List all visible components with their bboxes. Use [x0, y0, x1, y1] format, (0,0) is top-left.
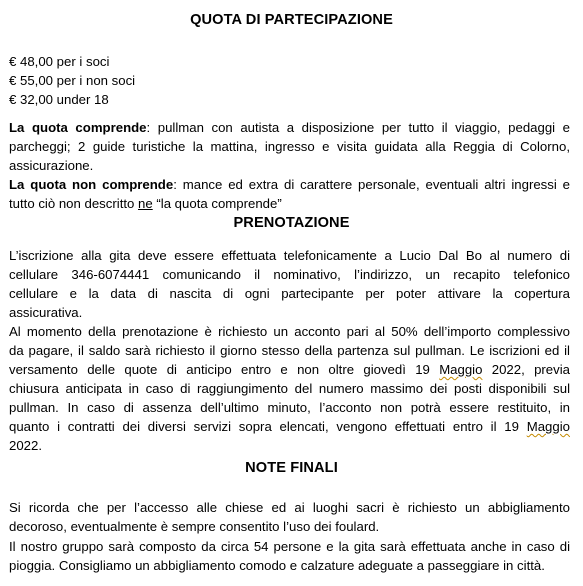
- price-non-soci: € 55,00 per i non soci: [9, 73, 136, 88]
- heading-note-finali: NOTE FINALI: [245, 460, 338, 476]
- prenotazione-p2-line-4: chiusura anticipata in caso di raggiungimento del numero massimo dei posti disponibili sul: [9, 381, 570, 396]
- prenotazione-p2-line-3c: 2022, previa: [482, 362, 571, 377]
- excludes-label: La quota non comprende: [9, 177, 174, 192]
- prenotazione-paragraph-2: [9, 322, 570, 455]
- prenotazione-p2-line-5: pullman. In caso di assenza dell’ultimo minuto, l’acconto non potrà essere restituito, in: [9, 400, 570, 415]
- prenotazione-p1-line-3: cellulare e la data di nascita di ogni partecipante per poter attivare la copertura: [9, 286, 570, 301]
- note-p2-line-1: Il nostro gruppo sarà composto da circa 54 persone e la gita sarà effettuata anche in caso di: [9, 539, 570, 554]
- prenotazione-p1-line-4: assicurativa.: [9, 305, 83, 320]
- quota-includes: [9, 118, 570, 175]
- prenotazione-p1-line-1: L’iscrizione alla gita deve essere effettuata telefonicamente a Lucio Dal Bo al numero di: [9, 248, 570, 263]
- prenotazione-p2-line-1: Al momento della prenotazione è richiesto un acconto pari al 50% dell’importo complessivo: [9, 324, 570, 339]
- prenotazione-p2-line-6b: Maggio: [526, 419, 570, 434]
- includes-text-1: : pullman con autista a disposizione per tutto il viaggio, pedaggi e: [146, 120, 570, 135]
- prenotazione-p1-line-2: cellulare 346-6074441 comunicando il nominativo, l’indirizzo, un recapito telefonico: [9, 267, 570, 282]
- excludes-text-2b: ne: [138, 196, 153, 211]
- heading-quota: QUOTA DI PARTECIPAZIONE: [190, 12, 393, 28]
- excludes-text-2a: tutto ciò non descritto: [9, 196, 139, 211]
- excludes-text-1: : mance ed extra di carattere personale, eventuali altri ingressi e: [173, 177, 571, 192]
- note-paragraph-2: [9, 537, 570, 575]
- excludes-text-2c: “la quota comprende”: [152, 196, 282, 211]
- includes-label: La quota comprende: [9, 120, 147, 135]
- prenotazione-p2-line-3b: Maggio: [439, 362, 483, 377]
- note-p1-line-2: decoroso, eventualmente è sempre consentito l’uso dei foulard.: [9, 519, 380, 534]
- prenotazione-p2-line-3a: versamento delle quote di anticipo entro e non oltre giovedì 19: [9, 362, 440, 377]
- note-p1-line-1: Si ricorda che per l’accesso alle chiese ed ai luoghi sacri è richiesto un abbigliamento: [9, 500, 570, 515]
- note-paragraph-1: [9, 498, 570, 536]
- price-under-18: € 32,00 under 18: [9, 92, 109, 107]
- heading-prenotazione: PRENOTAZIONE: [233, 215, 350, 231]
- includes-text-3: assicurazione.: [9, 158, 94, 173]
- includes-text-2: parcheggi; 2 guide turistiche la mattina, ingresso e visita guidata alla Reggia di Colorno,: [9, 139, 570, 154]
- quota-excludes: [9, 175, 570, 213]
- note-p2-line-2: pioggia. Consigliamo un abbigliamento comodo e calzature adeguate a passeggiare in città.: [9, 558, 545, 573]
- prenotazione-p2-line-6a: quanto i contratti dei diversi servizi sopra elencati, vengono effettuati entro il 19: [9, 419, 527, 434]
- prenotazione-paragraph-1: [9, 246, 570, 322]
- price-soci: € 48,00 per i soci: [9, 54, 110, 69]
- prenotazione-p2-line-2: da pagare, il saldo sarà richiesto il giorno stesso della partenza sul pullman. Le iscrizioni ed il: [9, 343, 570, 358]
- prenotazione-p2-line-7: 2022.: [9, 438, 43, 453]
